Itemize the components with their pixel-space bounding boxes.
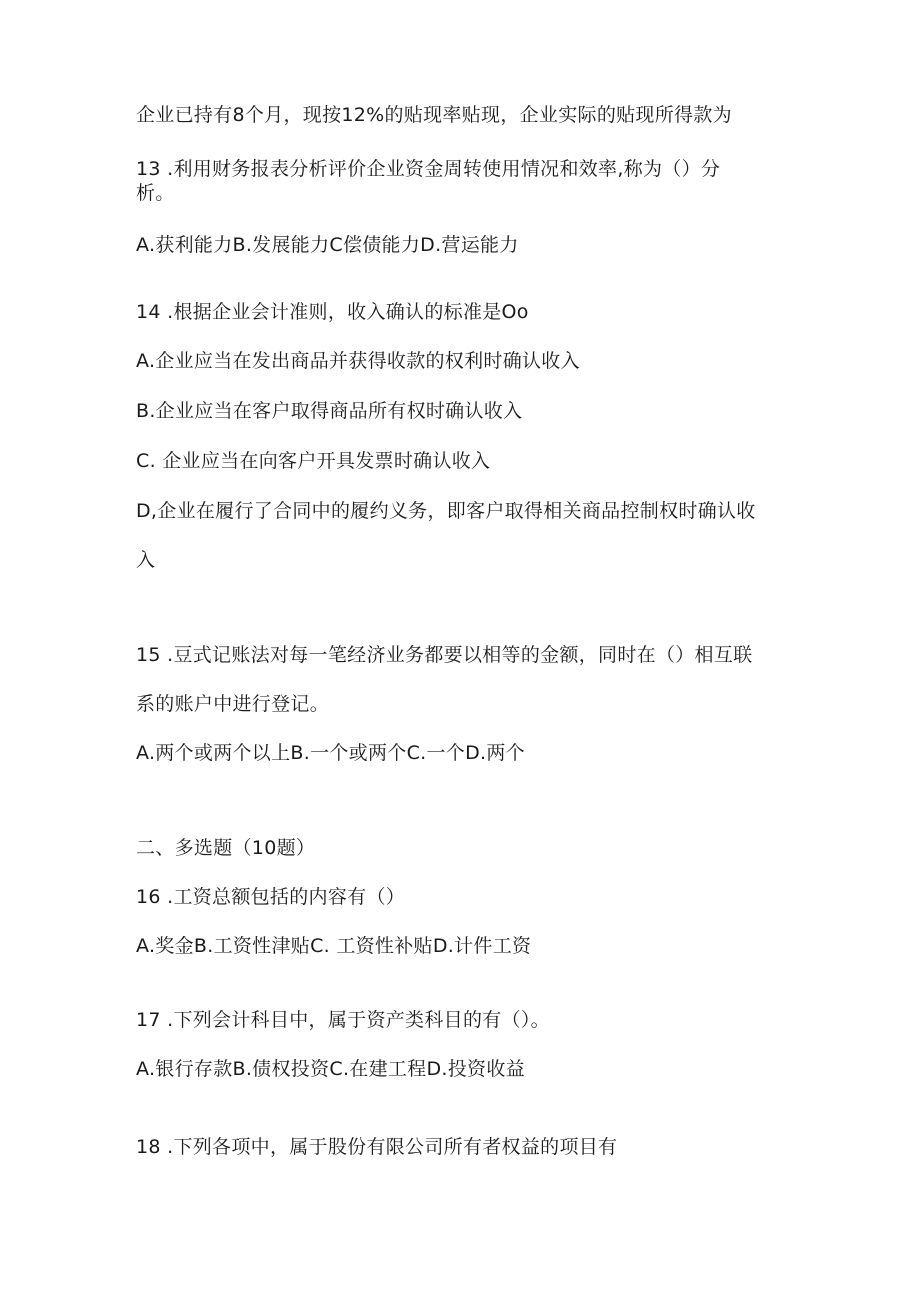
- question-15-stem-continued: 系的账户中进行登记。: [136, 693, 330, 715]
- question-16-options: A.奖金B.工资性津贴C. 工资性补贴D.计件工资: [136, 935, 532, 957]
- question-13-stem-continued: 析。: [136, 182, 175, 204]
- question-13-stem: 13 .利用财务报表分析评价企业资金周转使用情况和效率,称为（）分: [136, 158, 721, 180]
- question-17-stem: 17 .下列会计科目中，属于资产类科目的有（）。: [136, 1009, 550, 1031]
- question-15-stem: 15 .豆式记账法对每一笔经济业务都要以相等的金额，同时在（）相互联: [136, 644, 753, 666]
- question-17-options: A.银行存款B.债权投资C.在建工程D.投资收益: [136, 1058, 525, 1080]
- question-13-options: A.获利能力B.发展能力C偿债能力D.营运能力: [136, 234, 519, 256]
- question-15-options: A.两个或两个以上B.一个或两个C.一个D.两个: [136, 742, 525, 764]
- section-heading: 二、多选题（10题）: [136, 837, 316, 859]
- question-14-stem: 14 .根据企业会计准则，收入确认的标准是Oo: [136, 301, 529, 323]
- question-14-option-c: C. 企业应当在向客户开具发票时确认收入: [136, 450, 491, 472]
- question-14-option-d: D,企业在履行了合同中的履约义务，即客户取得相关商品控制权时确认收: [136, 500, 756, 522]
- question-14-option-b: B.企业应当在客户取得商品所有权时确认收入: [136, 400, 523, 422]
- question-16-stem: 16 .工资总额包括的内容有（）: [136, 886, 406, 908]
- question-18-stem: 18 .下列各项中，属于股份有限公司所有者权益的项目有: [136, 1136, 618, 1158]
- text-line: 企业已持有8个月，现按12%的贴现率贴现，企业实际的贴现所得款为: [136, 104, 732, 126]
- question-14-option-d-continued: 入: [136, 549, 156, 571]
- question-14-option-a: A.企业应当在发出商品并获得收款的权利时确认收入: [136, 350, 580, 372]
